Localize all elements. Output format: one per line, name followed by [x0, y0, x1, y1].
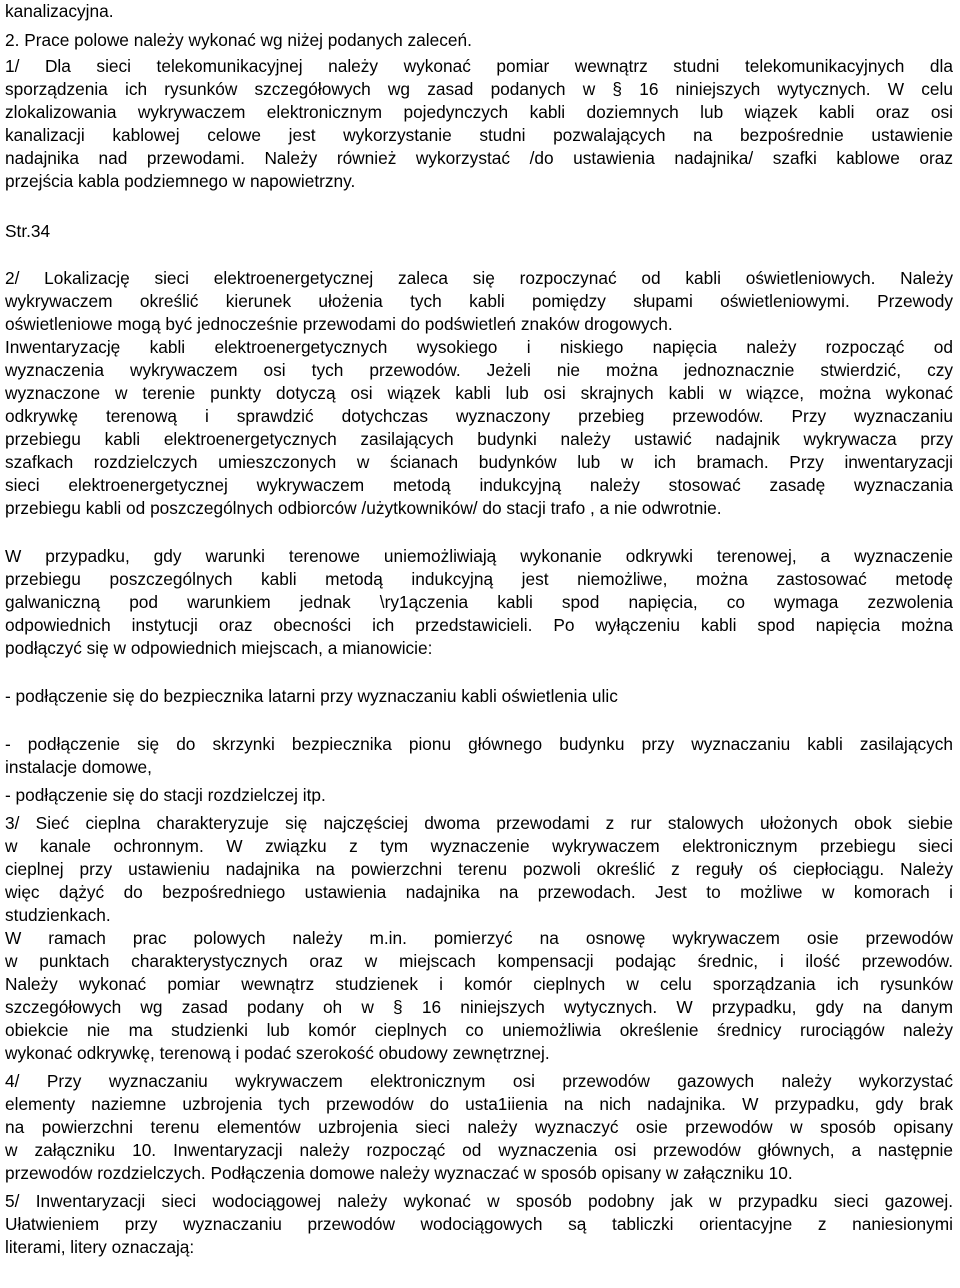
- text-line: Inwentaryzację kabli elektroenergetycznych wysokiego i niskiego napięcia należy rozpocząć od: [5, 337, 953, 357]
- text-line: 1/ Dla sieci telekomunikacyjnej należy wykonać pomiar wewnątrz studni telekomunikacyjnych dla: [5, 56, 953, 76]
- text-line: - podłączenie się do bezpiecznika latarni przy wyznaczaniu kabli oświetlenia ulic: [5, 686, 618, 706]
- text-line: instalacje domowe,: [5, 757, 152, 777]
- text-line: w kanale ochronnym. W związku z tym wyznaczenie wykrywaczem elektronicznym przebiegu sieci: [5, 836, 953, 856]
- text-line: cieplnej przy ustawieniu nadajnika na powierzchni terenu pozwoli określić z reguły oś ciepłociągu. Należy: [5, 859, 953, 879]
- text-line: w załączniku 10. Inwentaryzacji należy rozpocząć od wyznaczenia osi przewodów głównych, a następnie: [5, 1140, 953, 1160]
- text-line: szczegółowych wg zasad podany oh w § 16 niniejszych wytycznych. W przypadku, gdy na danym: [5, 997, 953, 1017]
- text-line: odkrywkę terenową i sprawdzić dotychczas wyznaczony przebieg przewodów. Przy wyznaczaniu: [5, 406, 953, 426]
- text-line: W ramach prac polowych należy m.in. pomierzyć na osnowę wykrywaczem osie przewodów: [5, 928, 953, 948]
- text-line: przebiegu poszczególnych kabli metodą indukcyjną jest niemożliwe, można zastosować metodę: [5, 569, 953, 589]
- text-line: przebiegu kabli elektroenergetycznych zasilających budynki należy ustawić nadajnik wykrywacza przy: [5, 429, 953, 449]
- text-line: Str.34: [5, 221, 51, 241]
- text-line: nadajnika nad przewodami. Należy również wykorzystać /do ustawienia nadajnika/ szafki kablowe oraz: [5, 148, 953, 168]
- text-line: 3/ Sieć cieplna charakteryzuje się najczęściej dwoma przewodami z rur stalowych ułożonych obok siebie: [5, 813, 953, 833]
- text-line: 4/ Przy wyznaczaniu wykrywaczem elektronicznym osi przewodów gazowych należy wykorzystać: [5, 1071, 953, 1091]
- text-line: sporządzenia ich rysunków szczegółowych wg zasad podanych w § 16 niniejszych wytycznych. W celu: [5, 79, 953, 99]
- text-line: 2. Prace polowe należy wykonać wg niżej podanych zaleceń.: [5, 30, 472, 50]
- text-line: elementy naziemne uzbrojenia tych przewodów do usta1iienia na nich nadajnika. W przypadku, gdy brak: [5, 1094, 953, 1114]
- text-line: odpowiednich instytucji oraz obecności ich przedstawicieli. Po wyłączeniu kabli spod napięcia można: [5, 615, 953, 635]
- text-line: przebiegu kabli od poszczególnych odbiorców /użytkowników/ do stacji trafo , a nie odwrotnie.: [5, 498, 722, 518]
- text-line: zlokalizowania wykrywaczem elektronicznym pojedynczych kabli doziemnych lub wiązek kabli oraz osi: [5, 102, 953, 122]
- text-line: kanalizacyjna.: [5, 1, 114, 21]
- text-line: Należy wykonać pomiar wewnątrz studzienek i komór cieplnych w celu sporządzania ich rysunków: [5, 974, 953, 994]
- text-line: - podłączenie się do stacji rozdzielczej itp.: [5, 785, 326, 805]
- text-line: wykonać odkrywkę, terenową i podać szerokość obudowy zewnętrznej.: [5, 1043, 550, 1063]
- text-line: galwaniczną pod warunkiem jednak \ry1ączenia kabli spod napięcia, co wymaga zezwolenia: [5, 592, 953, 612]
- text-line: W przypadku, gdy warunki terenowe uniemożliwiają wykonanie odkrywki terenowej, a wyznaczenie: [5, 546, 953, 566]
- text-line: literami, litery oznaczają:: [5, 1237, 195, 1257]
- text-line: wykrywaczem określić kierunek ułożenia tych kabli pomiędzy słupami oświetleniowymi. Przewody: [5, 291, 953, 311]
- text-line: wyznaczone w terenie punkty dotyczą osi wiązek kabli lub osi skrajnych kabli w wiązce, można wykonać: [5, 383, 953, 403]
- text-line: Ułatwieniem przy wyznaczaniu przewodów wodociągowych są tabliczki orientacyjne z naniesionymi: [5, 1214, 953, 1234]
- text-line: wyznaczenia wykrywaczem osi tych przewodów. Jeżeli nie można jednoznacznie stwierdzić, czy: [5, 360, 953, 380]
- text-line: na powierzchni terenu elementów uzbrojenia sieci należy wyznaczyć osie przewodów w sposób opisany: [5, 1117, 953, 1137]
- text-line: 2/ Lokalizację sieci elektroenergetycznej zaleca się rozpoczynać od kabli oświetleniowych. Należy: [5, 268, 953, 288]
- text-line: - podłączenie się do skrzynki bezpiecznika pionu głównego budynku przy wyznaczaniu kabli zasilających: [5, 734, 953, 754]
- text-line: obiekcie nie ma studzienki lub komór cieplnych co uniemożliwia określenie średnicy rurociągów należy: [5, 1020, 953, 1040]
- text-line: 5/ Inwentaryzacji sieci wodociągowej należy wykonać w sposób podobny jak w przypadku sieci gazowej.: [5, 1191, 953, 1211]
- text-line: przewodów rozdzielczych. Podłączenia domowe należy wyznaczać w sposób opisany w załączniku 10.: [5, 1163, 793, 1183]
- text-line: studzienkach.: [5, 905, 111, 925]
- text-line: sieci elektroenergetycznej wykrywaczem metodą indukcyjną należy stosować zasadę wyznaczania: [5, 475, 953, 495]
- text-line: więc dążyć do bezpośredniego ustawienia nadajnika na przewodach. Jest to możliwe w komorach i: [5, 882, 953, 902]
- text-line: szafkach rozdzielczych umieszczonych w ścianach budynków lub w ich bramach. Przy inwentaryzacji: [5, 452, 953, 472]
- text-line: kanalizacji kablowej celowe jest wykorzystanie studni pozwalających na bezpośrednie ustawienie: [5, 125, 953, 145]
- text-line: oświetleniowe mogą być jednocześnie przewodami do podświetleń znaków drogowych.: [5, 314, 673, 334]
- text-line: przejścia kabla podziemnego w napowietrzny.: [5, 171, 356, 191]
- text-line: w punktach charakterystycznych oraz w miejscach kompensacji podając średnic, i ilość przewodów.: [5, 951, 953, 971]
- text-line: podłączyć się w odpowiednich miejscach, a mianowicie:: [5, 638, 433, 658]
